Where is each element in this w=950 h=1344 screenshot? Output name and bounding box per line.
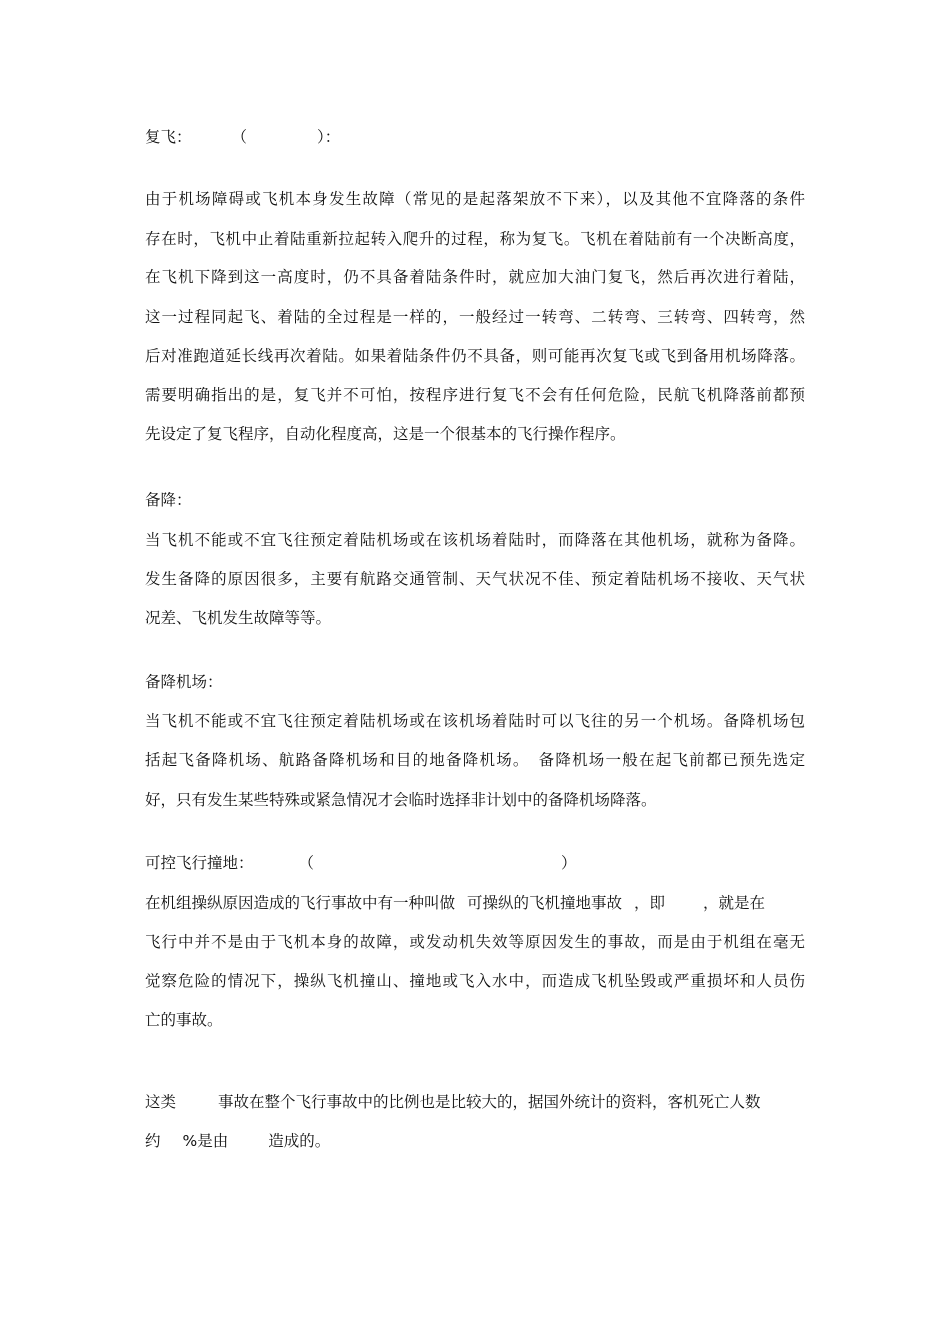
- cfit-paren-open: （: [298, 854, 315, 872]
- cfit-paren-close: ）: [561, 854, 577, 872]
- go-around-paren-close: ）：: [317, 128, 341, 146]
- stats-first-line: [145, 1092, 761, 1112]
- stats-text-c: 约: [145, 1132, 161, 1150]
- paragraph-line: 当飞机不能或不宜飞往预定着陆机场或在该机场着陆时可以飞往的另一个机场。备降机场包: [145, 712, 805, 730]
- paragraph-line: 觉察危险的情况下，操纵飞机撞山、撞地或飞入水中，而造成飞机坠毁或严重损坏和人员伤: [145, 972, 805, 990]
- alternate-airport-heading: 备降机场：: [145, 673, 223, 691]
- paragraph-line: 这一过程同起飞、着陆的全过程是一样的，一般经过一转弯、二转弯、三转弯、四转弯，然: [145, 308, 805, 326]
- diversion-heading: 备降：: [145, 491, 192, 509]
- cfit-text-d: ，就是在: [703, 894, 766, 912]
- paragraph-line: 好，只有发生某些特殊或紧急情况才会临时选择非计划中的备降机场降落。: [145, 791, 657, 809]
- cfit-heading: 可控飞行撞地：: [145, 854, 254, 872]
- paragraph-line: 后对准跑道延长线再次着陆。如果着陆条件仍不具备，则可能再次复飞或飞到备用机场降落。: [145, 347, 805, 365]
- stats-second-line: [145, 1131, 330, 1151]
- go-around-heading-line: [145, 127, 340, 147]
- paragraph-line: 况差、飞机发生故障等等。: [145, 609, 332, 627]
- paragraph-line: 存在时，飞机中止着陆重新拉起转入爬升的过程，称为复飞。飞机在着陆前有一个决断高度，: [145, 230, 805, 248]
- paragraph-line: 由于机场障碍或飞机本身发生故障（常见的是起落架放不下来），以及其他不宜降落的条件: [145, 190, 805, 208]
- paragraph-line: 需要明确指出的是，复飞并不可怕，按程序进行复飞不会有任何危险，民航飞机降落前都预: [145, 386, 805, 404]
- cfit-text-a: 在机组操纵原因造成的飞行事故中有一种叫做: [145, 894, 456, 912]
- paragraph-line: 括起飞备降机场、航路备降机场和目的地备降机场。 备降机场一般在起飞前都已预先选定: [145, 751, 805, 769]
- paragraph-line: 发生备降的原因很多，主要有航路交通管制、天气状况不佳、预定着陆机场不接收、天气状: [145, 570, 805, 588]
- paragraph-line: 先设定了复飞程序，自动化程度高，这是一个很基本的飞行操作程序。: [145, 425, 626, 443]
- paragraph-line: 飞行中并不是由于飞机本身的故障，或发动机失效等原因发生的事故，而是由于机组在毫无: [145, 933, 805, 951]
- cfit-text-c: ，即: [634, 894, 666, 912]
- stats-text-e: 造成的。: [268, 1132, 331, 1150]
- cfit-heading-line: [145, 853, 577, 873]
- paragraph-line: 亡的事故。: [145, 1011, 223, 1029]
- cfit-text-b: 可操纵的飞机撞地事故: [467, 894, 623, 912]
- go-around-paren-open: （: [231, 128, 248, 146]
- paragraph-line: 当飞机不能或不宜飞往预定着陆机场或在该机场着陆时，而降落在其他机场，就称为备降。: [145, 531, 805, 549]
- cfit-first-line: [145, 893, 765, 913]
- stats-text-d: %是由: [182, 1132, 229, 1150]
- go-around-heading: 复飞：: [145, 128, 192, 146]
- stats-text-b: 事故在整个飞行事故中的比例也是比较大的，据国外统计的资料，客机死亡人数: [218, 1093, 761, 1111]
- stats-text-a: 这类: [145, 1093, 177, 1111]
- paragraph-line: 在飞机下降到这一高度时，仍不具备着陆条件时，就应加大油门复飞，然后再次进行着陆，: [145, 268, 805, 286]
